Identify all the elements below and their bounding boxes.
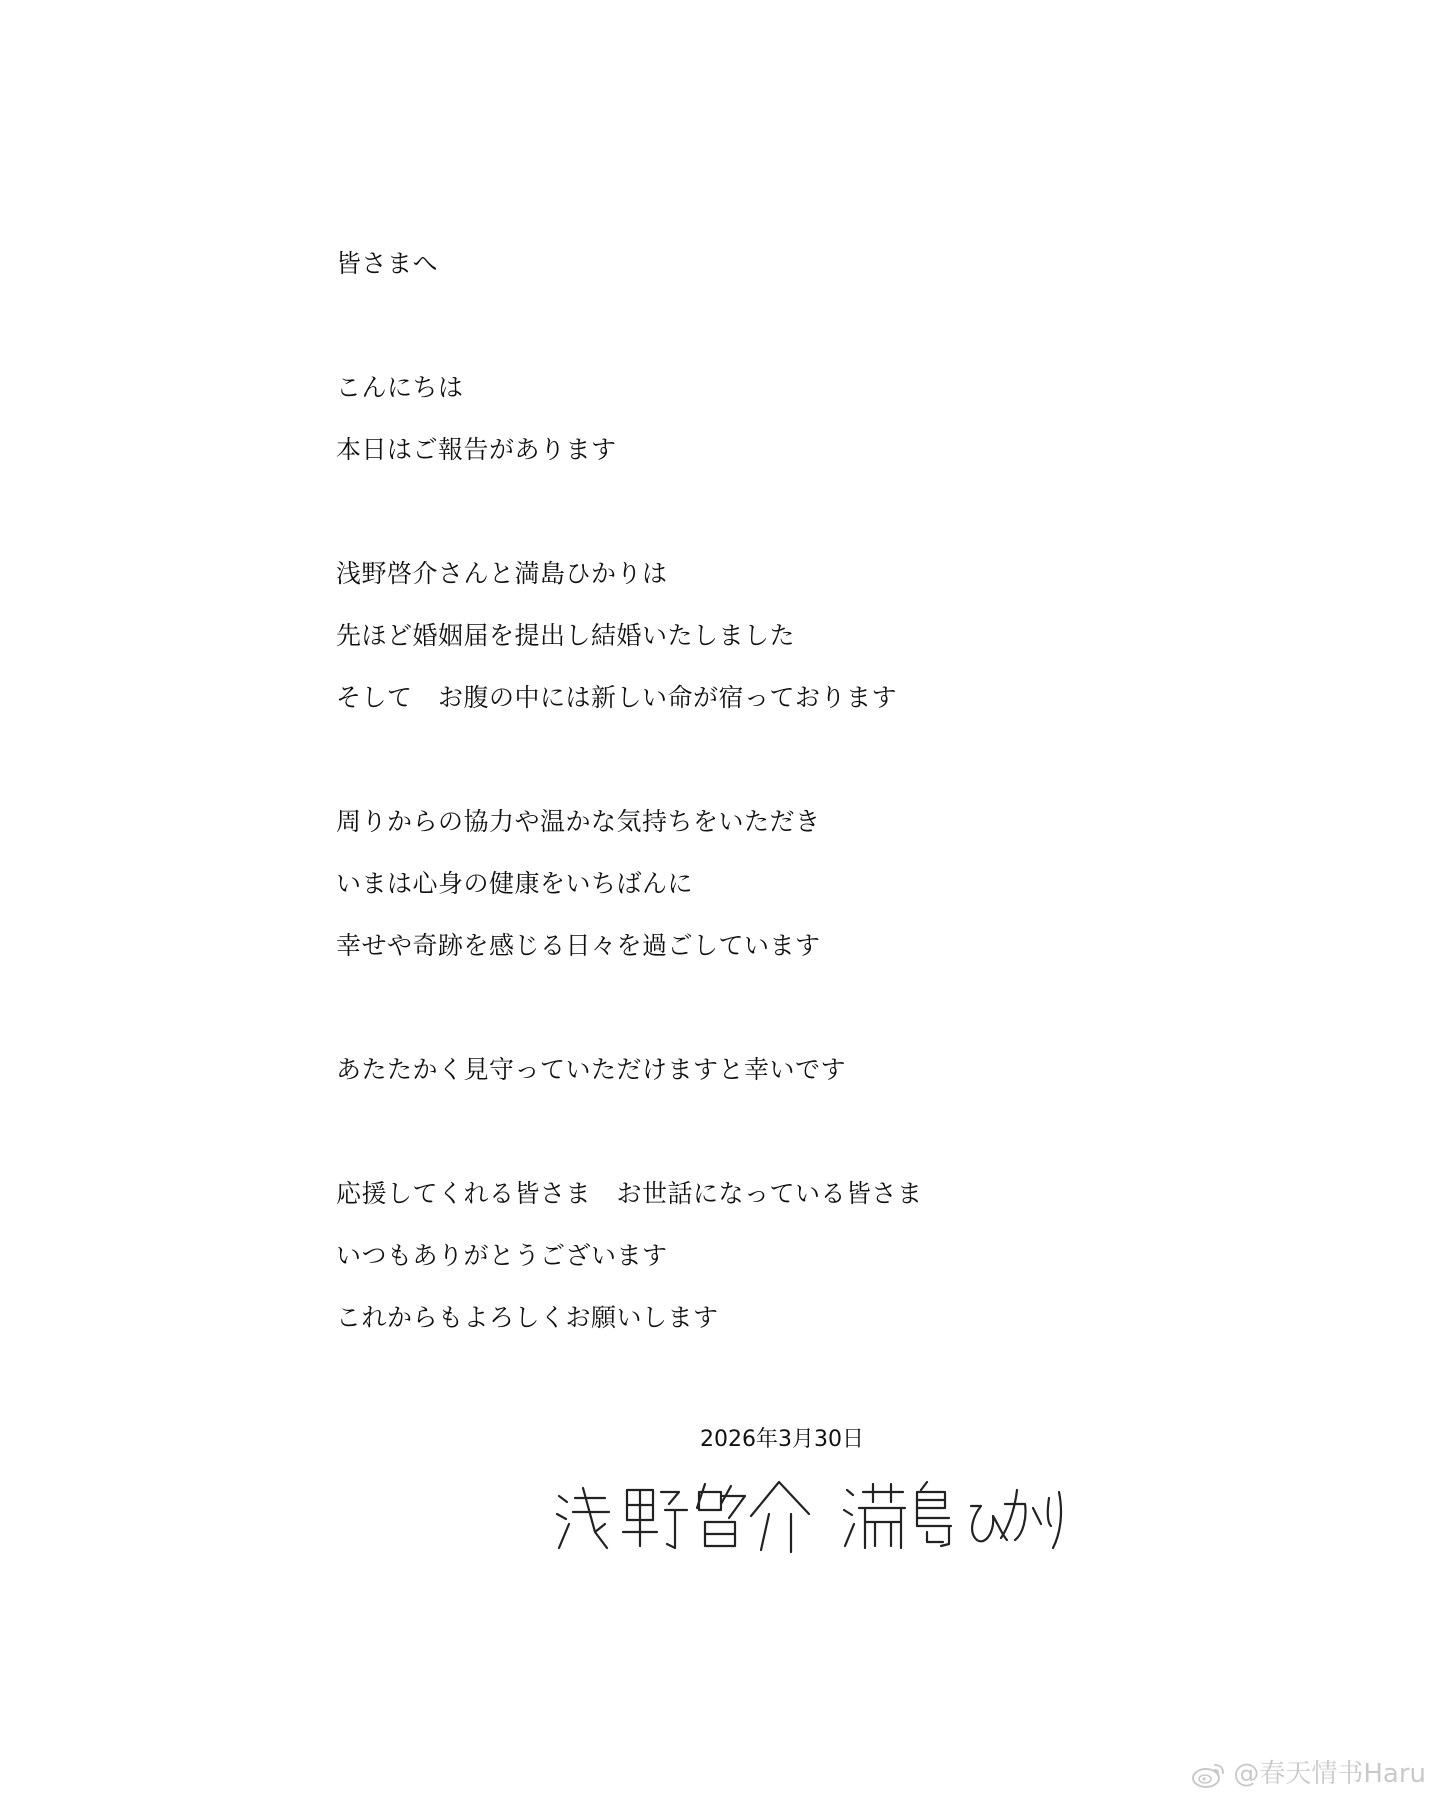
letter-line: 幸せや奇跡を感じる日々を過ごしています [336,931,821,960]
letter-salutation: 皆さまへ [336,249,439,278]
letter-line: あたたかく見守っていただけますと幸いです [336,1055,847,1084]
handwritten-signature [555,1470,1065,1560]
watermark [1191,1758,1426,1790]
letter-line: そして お腹の中には新しい命が宿っております [336,683,898,712]
weibo-icon [1191,1759,1227,1789]
letter-line: いまは心身の健康をいちばんに [336,869,694,898]
letter-line: いつもありがとうございます [336,1241,668,1270]
letter-line: 先ほど婚姻届を提出し結婚いたしました [336,621,796,650]
letter-line: 浅野啓介さんと満島ひかりは [336,559,668,588]
watermark-text: @春天情书Haru [1233,1759,1426,1789]
letter-line: 本日はご報告があります [336,435,617,464]
signature-graphic [555,1470,1065,1560]
letter-line: これからもよろしくお願いします [336,1303,719,1332]
letter-line: こんにちは [336,373,464,402]
letter-line: 周りからの協力や温かな気持ちをいただき [336,807,821,836]
letter-date: 2026年3月30日 [700,1427,864,1452]
letter-line: 応援してくれる皆さま お世話になっている皆さま [336,1179,923,1208]
